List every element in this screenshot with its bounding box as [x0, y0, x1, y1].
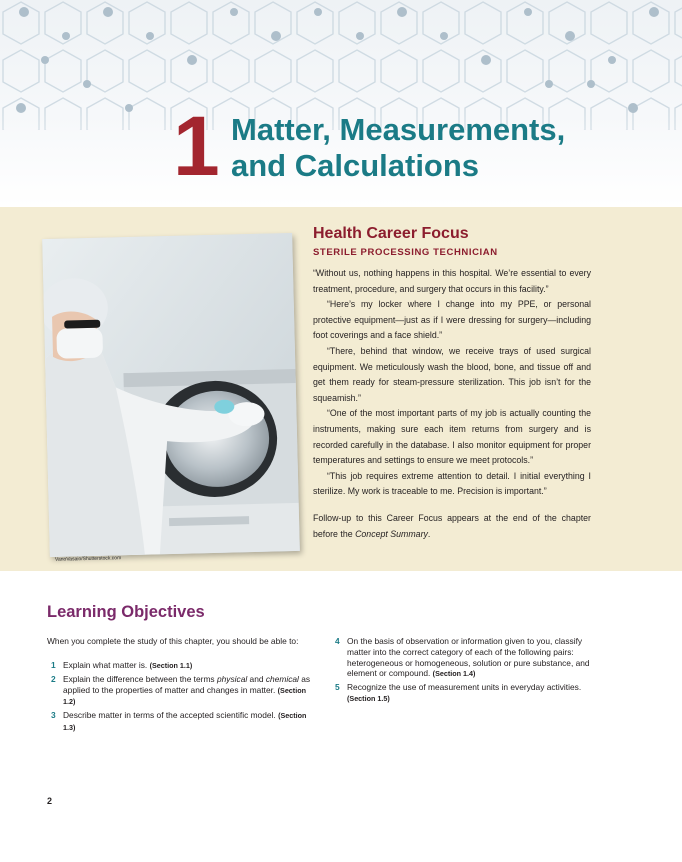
chapter-number: 1 [173, 99, 220, 193]
career-focus-subtitle: STERILE PROCESSING TECHNICIAN [313, 247, 498, 258]
career-paragraph: “Here’s my locker where I change into my PPE, or personal protective equipment—just as if I were dressing for surgery—including foot coverings and a face shield.” [313, 299, 591, 341]
career-followup: Follow-up to this Career Focus appears at the end of the chapter before the Concept Summary. [313, 512, 591, 539]
objectives-list-left [47, 660, 317, 736]
list-item: 3 Describe matter in terms of the accepted scientific model. (Section 1.3) [51, 710, 307, 732]
objectives-list-right [331, 636, 593, 707]
career-paragraph: “This job requires extreme attention to detail. I initial everything I sterilize. My work is traceable to me. Precision is important.” [313, 470, 591, 497]
page-number: 2 [47, 796, 53, 806]
sterilizer-technician-photo-icon [42, 233, 300, 557]
career-focus-body [313, 266, 591, 542]
list-item: 2 Explain the difference between the terms physical and chemical as applied to the properties of matter and changes in matter. (Section 1.2) [51, 673, 311, 707]
list-item: 1 Explain what matter is. (Section 1.1) [51, 660, 193, 670]
chapter-title [231, 112, 565, 184]
career-paragraph: “One of the most important parts of my job is actually counting the instruments, making sure each item returns from surgery and is recorded carefully in the database. I also monitor equipment for proper temperatures and settings to ensure we meet protocols.” [313, 408, 591, 466]
list-item: 4 On the basis of observation or information given to you, classify matter into the correct category of each of the following pairs: heterogeneous or homogeneous, solution or pure substance, and element or compound. (Section 1.4) [335, 636, 590, 679]
list-item: 5 Recognize the use of measurement units in everyday activities. (Section 1.5) [335, 682, 582, 703]
career-photo [42, 233, 300, 557]
learning-objectives-title: Learning Objectives [47, 603, 205, 621]
chapter-title-line1: Matter, Measurements, [231, 112, 566, 147]
chapter-title-line2: and Calculations [231, 148, 480, 183]
career-paragraph: “Without us, nothing happens in this hospital. We’re essential to every treatment, procedure, and surgery that occurs in this facility.” [313, 268, 591, 294]
career-focus-title: Health Career Focus [313, 225, 469, 242]
photo-credit: VanoVasaio/Shutterstock.com [54, 555, 122, 563]
career-paragraph: “There, behind that window, we receive trays of used surgical equipment. We meticulously wash the blood, bone, and tissue off and get them ready for steam-pressure sterilization. This job isn’t for the squeamish.” [313, 345, 591, 403]
learning-objectives-intro: When you complete the study of this chapter, you should be able to: [47, 636, 299, 646]
